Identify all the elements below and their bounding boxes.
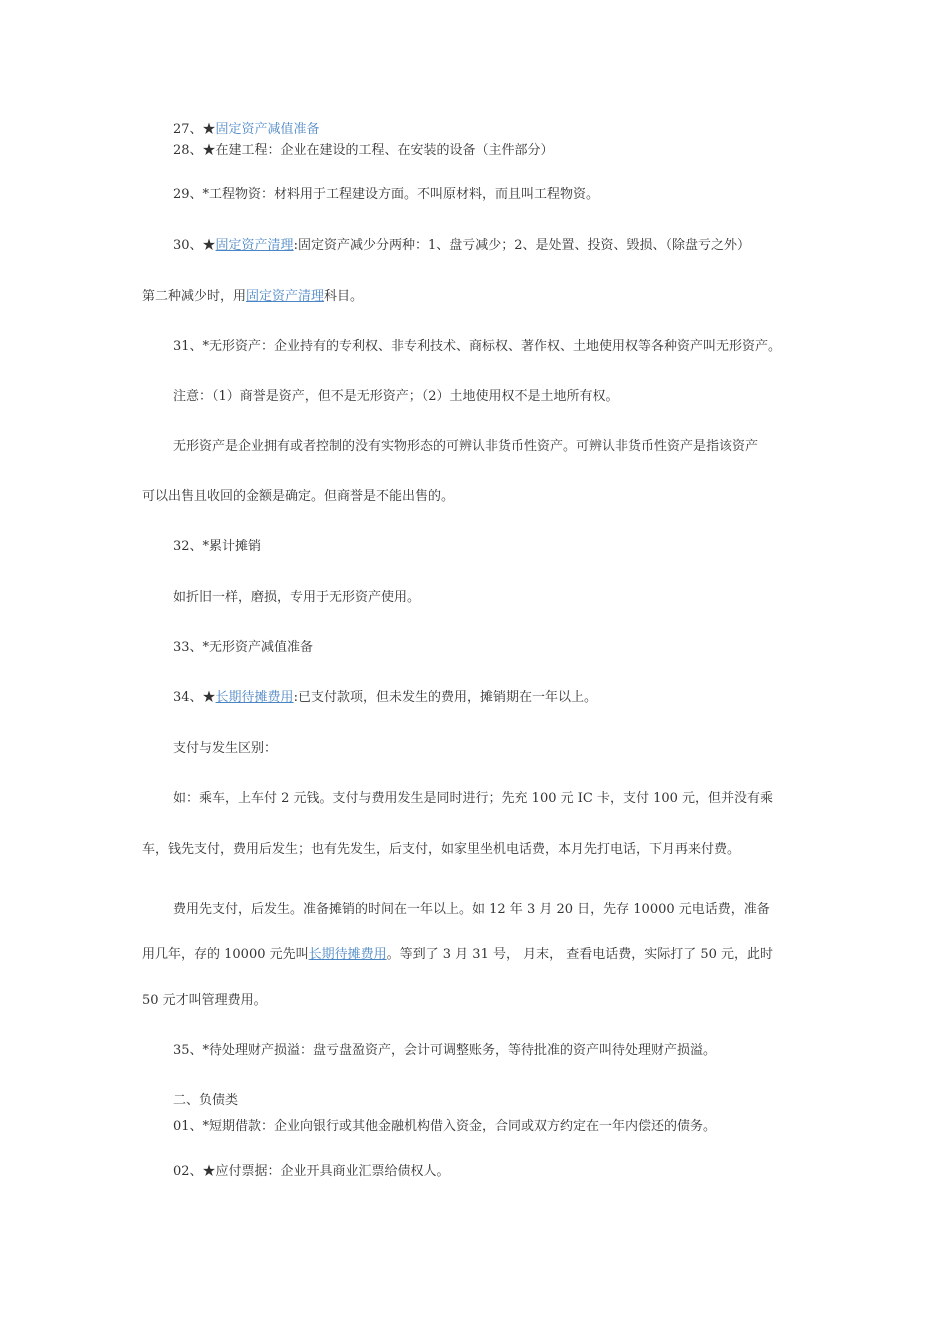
- item-31-definition-1: 无形资产是企业拥有或者控制的没有实物形态的可辨认非货币性资产。可辨认非货币性资产是指该资产: [173, 439, 759, 454]
- section-liabilities-heading: 二、负债类: [173, 1093, 239, 1108]
- liability-item-02: 02、★应付票据：企业开具商业汇票给债权人。: [173, 1164, 450, 1179]
- item-34: [173, 689, 597, 707]
- item-31-note: 注意：（1）商誉是资产，但不是无形资产；（2）土地使用权不是土地所有权。: [173, 389, 619, 404]
- item-28: 28、★在建工程：企业在建设的工程、在安装的设备（主件部分）: [173, 143, 554, 158]
- item-29: 29、*工程物资：材料用于工程建设方面。不叫原材料，而且叫工程物资。: [173, 187, 600, 202]
- item-34-example-2: 车，钱先支付，费用后发生；也有先发生，后支付，如家里坐机电话费，本月先打电话，下月再来付费。: [142, 842, 741, 857]
- item-30: [173, 237, 750, 255]
- item-34-example-4: [142, 946, 773, 964]
- item-34-prefix: 34、★: [173, 690, 216, 705]
- item-27: [173, 121, 320, 139]
- item-35: 35、*待处理财产损溢：盘亏盘盈资产，会计可调整账务，等待批准的资产叫待处理财产损溢。: [173, 1043, 717, 1058]
- item-34-ex4-suffix: 。等到了 3 月 31 号， 月末， 查看电话费，实际打了 50 元，此时: [386, 947, 774, 962]
- liability-item-01: 01、*短期借款：企业向银行或其他金融机构借入资金，合同或双方约定在一年内偿还的债务。: [173, 1119, 717, 1134]
- item-30b-prefix: 第二种减少时，用: [142, 289, 247, 304]
- item-34-difference: 支付与发生区别：: [173, 741, 278, 756]
- item-32: 32、*累计摊销: [173, 539, 262, 554]
- item-34-example-1: 如：乘车，上车付 2 元钱。支付与费用发生是同时进行；先充 100 元 IC 卡，支付 100 元，但并没有乘: [173, 791, 774, 806]
- item-30-prefix: 30、★: [173, 238, 216, 253]
- item-34-ex4-prefix: 用几年，存的 10000 元先叫: [142, 947, 309, 962]
- item-32-description: 如折旧一样，磨损，专用于无形资产使用。: [173, 590, 421, 605]
- item-31-definition-2: 可以出售且收回的金额是确定。但商誉是不能出售的。: [142, 489, 455, 504]
- item-30-suffix: :固定资产减少分两种：1、盘亏减少；2、是处置、投资、毁损、（除盘亏之外）: [293, 238, 750, 253]
- link-long-term-prepaid-expenses[interactable]: 长期待摊费用: [215, 690, 294, 705]
- link-fixed-asset-impairment[interactable]: 固定资产减值准备: [215, 122, 320, 137]
- item-27-prefix: 27、★: [173, 122, 216, 137]
- link-fixed-asset-disposal-2[interactable]: 固定资产清理: [246, 289, 325, 304]
- item-34-suffix: :已支付款项，但未发生的费用，摊销期在一年以上。: [293, 690, 597, 705]
- item-31: 31、*无形资产：企业持有的专利权、非专利技术、商标权、著作权、土地使用权等各种资产叫无形资产。: [173, 339, 782, 354]
- item-30b-suffix: 科目。: [324, 289, 364, 304]
- link-fixed-asset-disposal[interactable]: 固定资产清理: [215, 238, 294, 253]
- item-34-example-3: 费用先支付，后发生。准备摊销的时间在一年以上。如 12 年 3 月 20 日，先存 10000 元电话费，准备: [173, 902, 770, 917]
- item-30-continued: [142, 288, 363, 306]
- item-33: 33、*无形资产减值准备: [173, 640, 314, 655]
- item-34-example-5: 50 元才叫管理费用。: [142, 993, 267, 1008]
- link-long-term-prepaid-expenses-2[interactable]: 长期待摊费用: [308, 947, 387, 962]
